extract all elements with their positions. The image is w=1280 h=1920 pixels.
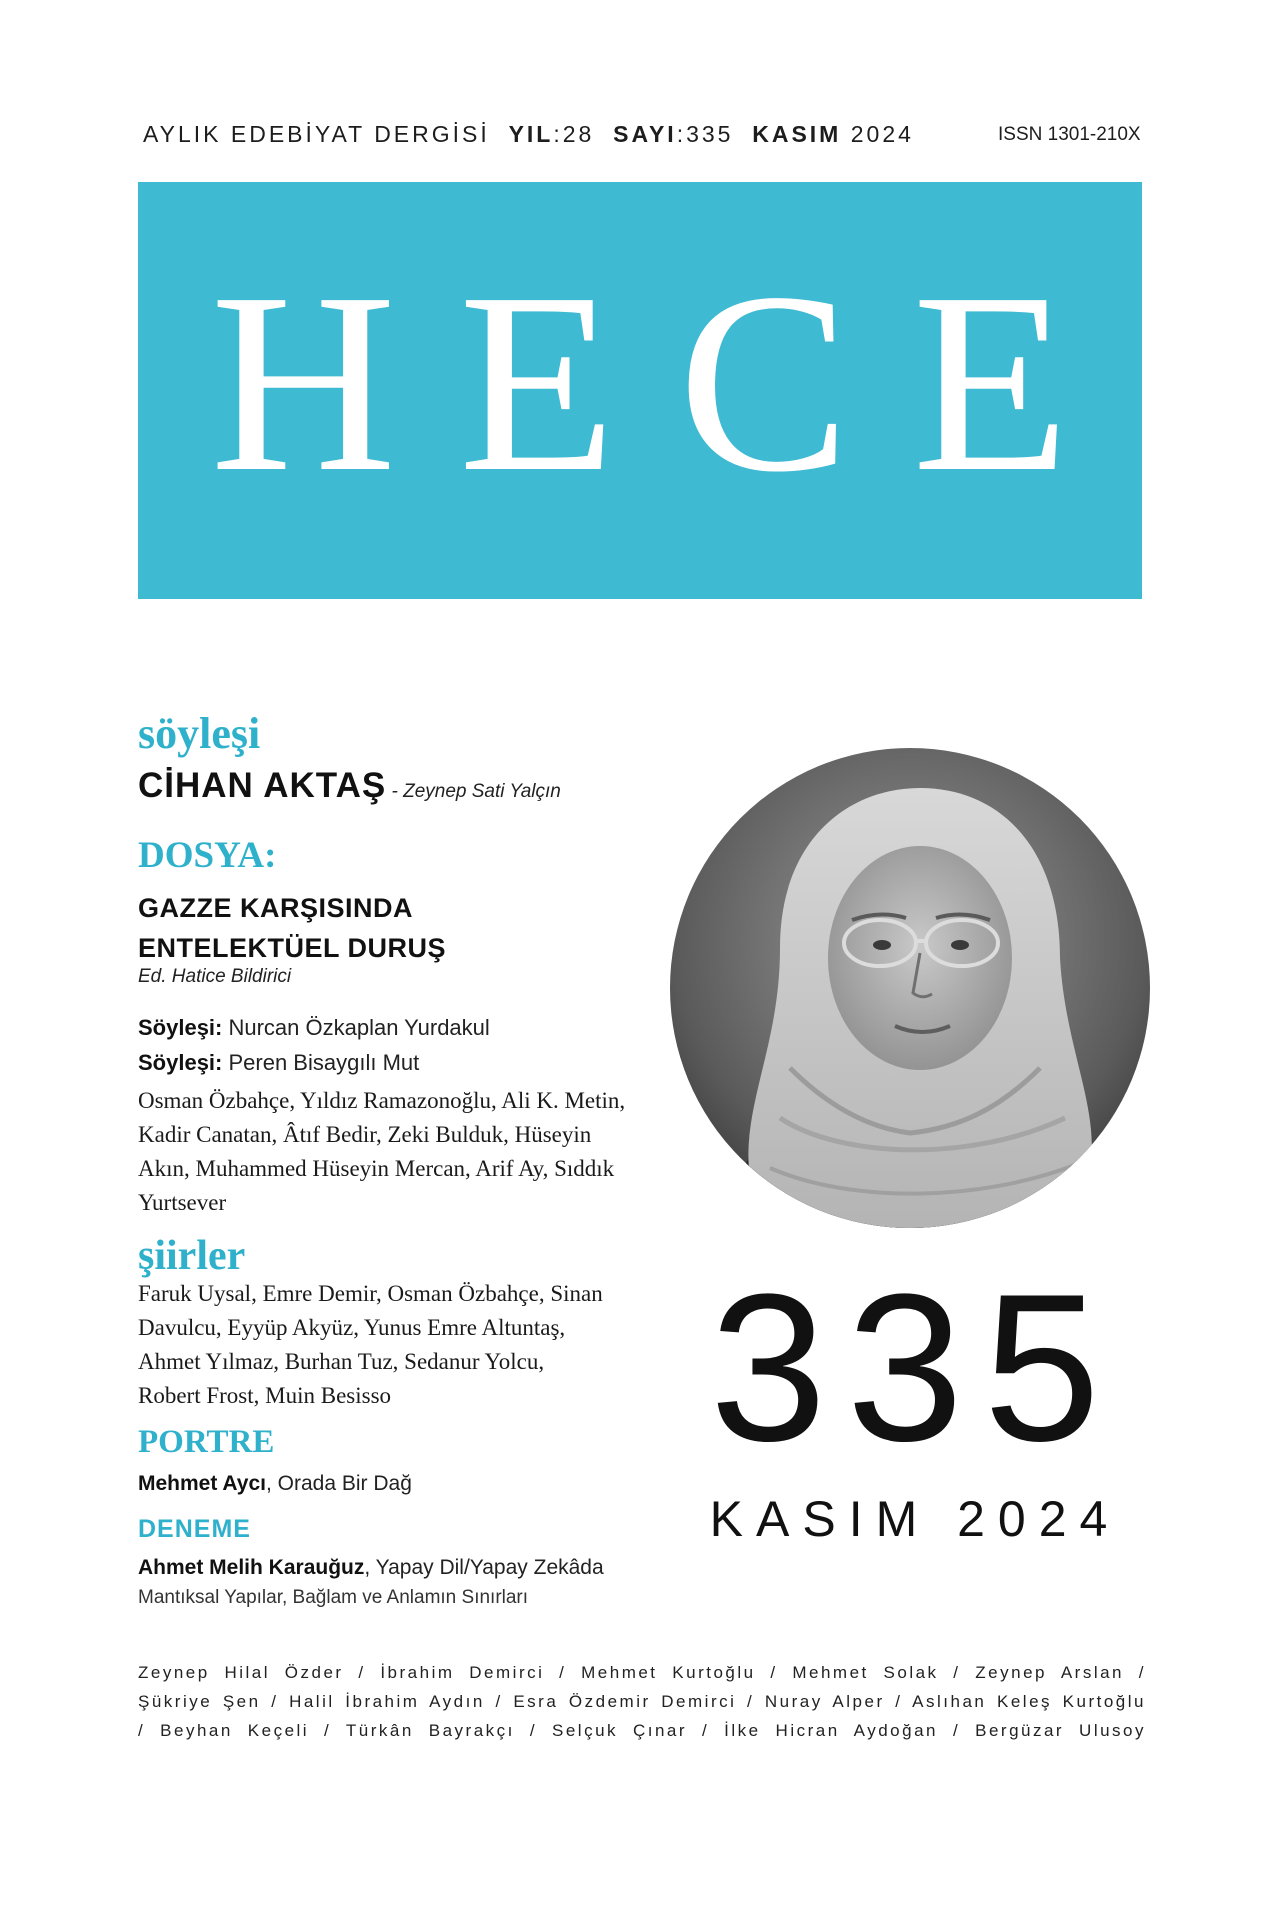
essay-title-line1: , Yapay Dil/Yapay Zekâda	[364, 1556, 604, 1579]
interview-byline: - Zeynep Sati Yalçın	[386, 781, 561, 802]
issue-label: SAYI	[613, 121, 677, 147]
essay-title-line2: Mantıksal Yapılar, Bağlam ve Anlamın Sınırları	[138, 1587, 529, 1608]
year-label-value: 2024	[850, 121, 914, 147]
portrait-entry	[138, 1472, 412, 1496]
portrait-title: , Orada Bir Dağ	[265, 1472, 412, 1495]
dossier-editor: Ed. Hatice Bildirici	[138, 966, 292, 987]
subject-name: CİHAN AKTAŞ	[138, 766, 387, 805]
contributors-line-2: Şükriye Şen / Halil İbrahim Aydın / Esra Özdemir Demirci / Nuray Alper / Aslıhan Keleş Kurtoğlu	[138, 1692, 1146, 1711]
issn: ISSN 1301-210X	[998, 124, 1141, 145]
dossier-title-line2: ENTELEKTÜEL DURUŞ	[138, 933, 447, 963]
interview-subject	[138, 766, 561, 806]
descriptor: AYLIK EDEBİYAT DERGİSİ	[143, 121, 490, 147]
masthead-banner	[138, 182, 1142, 599]
portrait-heading: PORTRE	[138, 1424, 275, 1460]
portrait-illustration	[670, 748, 1150, 1228]
essay-author: Ahmet Melih Karauğuz	[138, 1556, 365, 1579]
poems-authors: Faruk Uysal, Emre Demir, Osman Özbahçe, Sinan Davulcu, Eyyüp Akyüz, Yunus Emre Altuntaş, Ahmet Yılmaz, Burhan Tuz, Sedanur Yolcu, Robert Frost, Muin Besisso	[138, 1281, 603, 1408]
dossier-title	[138, 888, 446, 968]
portrait-photo	[670, 748, 1150, 1228]
contributors-line-3: / Beyhan Keçeli / Türkân Bayrakçı / Selçuk Çınar / İlke Hicran Aydoğan / Bergüzar Ulusoy	[138, 1721, 1146, 1740]
dossier-authors: Osman Özbahçe, Yıldız Ramazonoğlu, Ali K. Metin, Kadir Canatan, Âtıf Bedir, Zeki Bulduk, Hüseyin Akın, Muhammed Hüseyin Mercan, Arif Ay, Sıddık Yurtsever	[138, 1088, 626, 1215]
dossier-interview-1	[138, 1015, 490, 1041]
poems-heading: şiirler	[138, 1233, 246, 1279]
magazine-title: HECE	[210, 239, 1132, 525]
year-value: :28	[553, 121, 595, 147]
dossier-title-line1: GAZZE KARŞISINDA	[138, 893, 414, 923]
interview-name: Nurcan Özkaplan Yurdakul	[222, 1015, 490, 1040]
essay-entry	[138, 1556, 604, 1580]
interview-name: Peren Bisaygılı Mut	[222, 1050, 420, 1075]
year-label: YIL	[508, 121, 554, 147]
dossier-heading: DOSYA:	[138, 835, 277, 876]
essay-heading: DENEME	[138, 1515, 251, 1543]
dossier-interview-2	[138, 1050, 419, 1076]
interview-label: Söyleşi:	[138, 1050, 223, 1075]
issue-number: 335	[709, 1250, 1121, 1485]
portrait-author: Mehmet Aycı	[138, 1472, 266, 1495]
interview-heading: söyleşi	[138, 709, 261, 758]
issue-date: KASIM 2024	[709, 1491, 1121, 1547]
contributors-line-1: Zeynep Hilal Özder / İbrahim Demirci / Mehmet Kurtoğlu / Mehmet Solak / Zeynep Arslan /	[138, 1663, 1146, 1682]
issue-value: :335	[676, 121, 734, 147]
interview-label: Söyleşi:	[138, 1015, 223, 1040]
month-label: KASIM	[752, 121, 842, 147]
magazine-descriptor-line	[143, 121, 914, 148]
